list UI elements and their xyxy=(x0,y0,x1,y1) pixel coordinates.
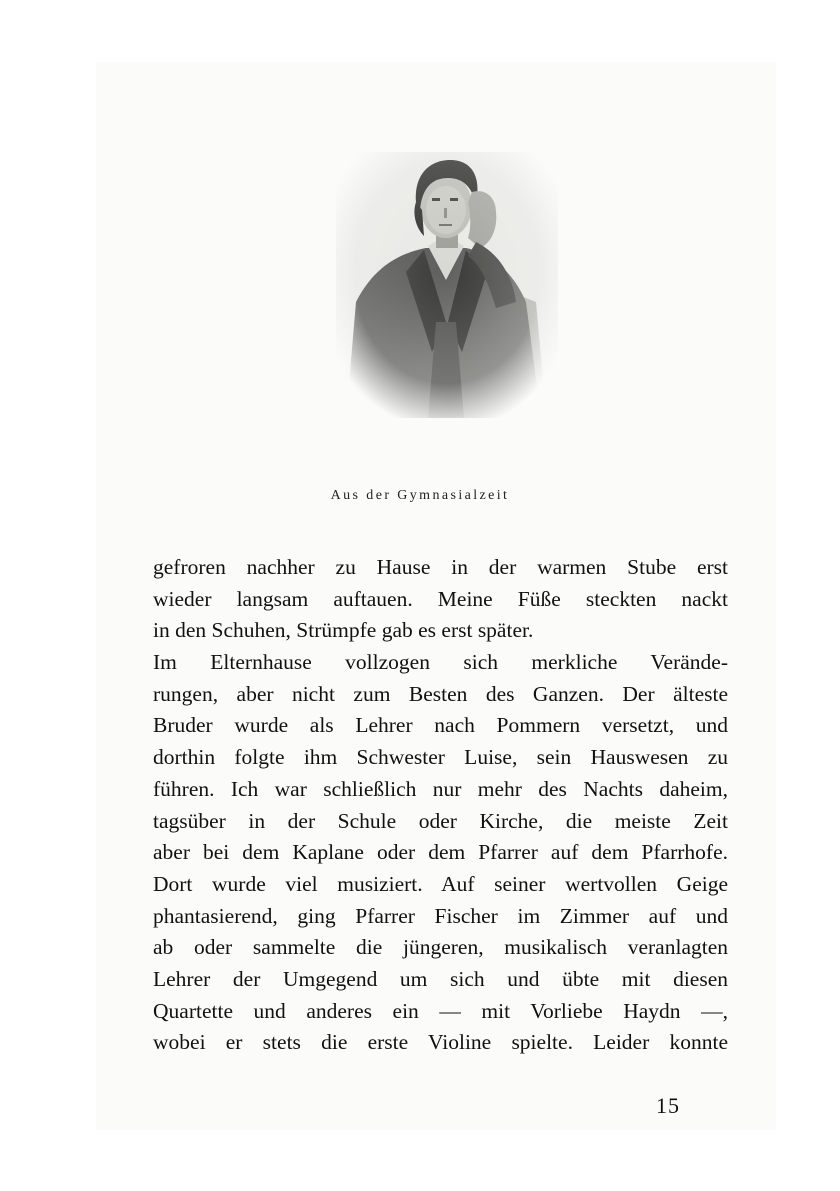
text-line: Bruder wurde als Lehrer nach Pommern versetzt, und xyxy=(153,713,728,738)
portrait-photo xyxy=(336,152,558,418)
text-line: tagsüber in der Schule oder Kirche, die meiste Zeit xyxy=(153,808,728,833)
text-line: Quartette und anderes ein — mit Vorliebe Haydn —, xyxy=(153,998,728,1023)
figure-caption: Aus der Gymnasialzeit xyxy=(330,488,510,503)
text-line: führen. Ich war schließlich nur mehr des Nachts daheim, xyxy=(153,776,728,801)
text-line: in den Schuhen, Strümpfe gab es erst später. xyxy=(153,618,534,643)
text-line: Dort wurde viel musiziert. Auf seiner wertvollen Geige xyxy=(153,871,728,896)
text-line: rungen, aber nicht zum Besten des Ganzen. Der älteste xyxy=(153,681,728,706)
text-line: wobei er stets die erste Violine spielte. Leider konnte xyxy=(153,1030,728,1055)
text-line: wieder langsam auftauen. Meine Füße steckten nackt xyxy=(153,586,728,611)
text-line: phantasierend, ging Pfarrer Fischer im Zimmer auf und xyxy=(153,903,728,928)
page-number: 15 xyxy=(656,1093,680,1118)
text-line: dorthin folgte ihm Schwester Luise, sein Hauswesen zu xyxy=(153,745,728,770)
text-line: Lehrer der Umgegend um sich und übte mit diesen xyxy=(153,966,728,991)
text-line: gefroren nachher zu Hause in der warmen Stube erst xyxy=(153,555,728,579)
text-line: ab oder sammelte die jüngeren, musikalisch veranlagten xyxy=(153,935,728,960)
text-line: aber bei dem Kaplane oder dem Pfarrer auf dem Pfarrhofe. xyxy=(153,840,728,865)
text-line: Im Elternhause vollzogen sich merkliche Verände- xyxy=(153,650,728,675)
body-text xyxy=(153,552,728,1059)
